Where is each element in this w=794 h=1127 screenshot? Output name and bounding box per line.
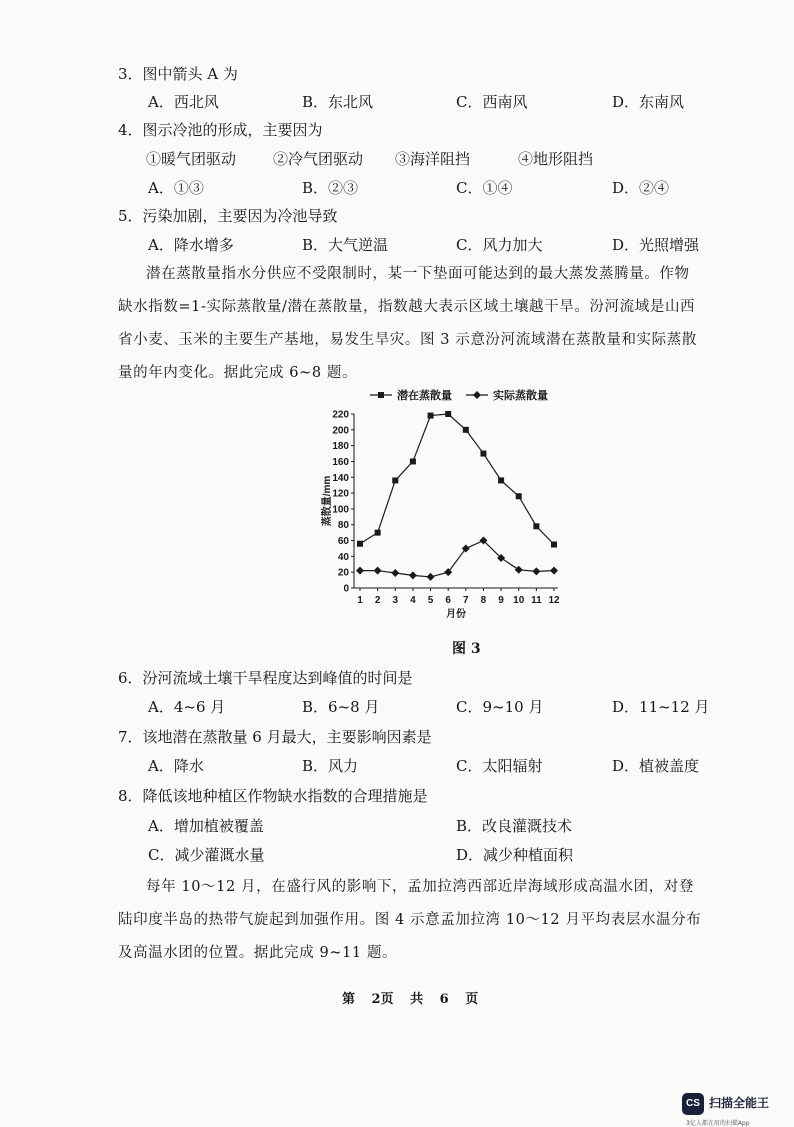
series-2-point xyxy=(409,571,417,579)
series-1-point xyxy=(375,530,381,536)
series-1-point xyxy=(533,523,539,529)
series-1-point xyxy=(463,427,469,433)
series-2-point xyxy=(532,567,540,575)
q4-item-2: ②冷气团驱动 xyxy=(273,150,364,168)
x-tick-label: 1 xyxy=(357,595,363,606)
q7-option-b: B．风力 xyxy=(302,757,359,775)
series-2-point xyxy=(427,573,435,581)
q5-stem: 5．污染加剧，主要因为冷池导致 xyxy=(118,207,338,225)
legend-label-2: 实际蒸散量 xyxy=(493,390,548,402)
q3-option-a: A．西北风 xyxy=(148,93,219,111)
q8-option-b: B．改良灌溉技术 xyxy=(456,817,573,835)
legend-marker-2 xyxy=(473,391,481,399)
series-1-point xyxy=(498,477,504,483)
x-tick-label: 8 xyxy=(480,595,487,606)
q8-stem: 8．降低该地种植区作物缺水指数的合理措施是 xyxy=(118,787,428,805)
y-tick-label: 20 xyxy=(337,567,349,579)
y-tick-label: 0 xyxy=(343,583,349,595)
q4-option-a: A．①③ xyxy=(148,179,204,197)
y-tick-label: 40 xyxy=(337,551,349,563)
q7-option-a: A．降水 xyxy=(148,757,204,775)
series-1-point xyxy=(428,413,434,419)
q6-option-b: B．6~8 月 xyxy=(302,698,380,716)
series-1-point xyxy=(357,541,363,547)
series-1-point xyxy=(445,411,451,417)
legend-label-1: 潜在蒸散量 xyxy=(397,390,452,402)
y-tick-label: 100 xyxy=(332,504,349,516)
q8-option-a: A．增加植被覆盖 xyxy=(148,817,264,835)
y-tick-label: 140 xyxy=(332,472,349,484)
figure-3-chart xyxy=(318,383,568,620)
passage-9-11: 每年 10～12 月，在盛行风的影响下，孟加拉湾西部近岸海域形成高温水团，对登陆印度半岛的热带气旋起到加强作用。图 4 示意孟加拉湾 10～12 月平均表层水温分布及高温水团的位置。据此完成 9~11 题。 xyxy=(118,879,702,961)
y-tick-label: 160 xyxy=(332,456,349,468)
q7-option-c: C．太阳辐射 xyxy=(456,757,543,775)
q5-option-c: C．风力加大 xyxy=(456,236,543,254)
series-2-point xyxy=(515,566,523,574)
y-axis-label: 蒸散量/mm xyxy=(322,475,333,527)
y-tick-label: 180 xyxy=(332,441,349,453)
q3-option-b: B．东北风 xyxy=(302,93,374,111)
x-tick-label: 6 xyxy=(445,595,451,606)
q7-option-d: D．植被盖度 xyxy=(612,757,700,775)
q5-option-d: D．光照增强 xyxy=(612,236,700,254)
x-tick-label: 5 xyxy=(427,595,434,606)
q4-item-4: ④地形阻挡 xyxy=(518,150,594,168)
q6-option-c: C．9~10 月 xyxy=(456,698,544,716)
q6-option-a: A．4~6 月 xyxy=(148,698,226,716)
series-line-1 xyxy=(360,414,554,545)
x-tick-label: 7 xyxy=(463,595,469,606)
series-1-point xyxy=(551,542,557,548)
x-tick-label: 4 xyxy=(410,595,416,606)
x-axis-label: 月份 xyxy=(446,609,466,620)
q8-option-d: D．减少种植面积 xyxy=(456,846,574,864)
q6-stem: 6．汾河流域土壤干旱程度达到峰值的时间是 xyxy=(118,669,413,687)
y-tick-label: 200 xyxy=(332,425,349,437)
q4-option-d: D．②④ xyxy=(612,179,670,197)
x-tick-label: 3 xyxy=(392,595,399,606)
q3-option-c: C．西南风 xyxy=(456,93,528,111)
q4-item-3: ③海洋阻挡 xyxy=(395,150,471,168)
q8-option-c: C．减少灌溉水量 xyxy=(148,846,265,864)
x-tick-label: 12 xyxy=(548,595,560,606)
series-line-2 xyxy=(360,541,554,577)
x-tick-label: 9 xyxy=(498,595,504,606)
series-2-point xyxy=(550,567,558,575)
q5-option-b: B．大气逆温 xyxy=(302,236,389,254)
series-1-point xyxy=(392,477,398,483)
y-tick-label: 220 xyxy=(332,409,349,421)
series-1-point xyxy=(516,493,522,499)
q4-option-b: B．②③ xyxy=(302,179,359,197)
series-2-point xyxy=(391,569,399,577)
watermark-subtitle: 3亿人都在用的扫描App xyxy=(686,1120,750,1127)
figure-caption: 图 3 xyxy=(452,641,481,657)
watermark-title: 扫描全能王 xyxy=(709,1096,770,1110)
x-tick-label: 2 xyxy=(374,595,381,606)
y-tick-label: 80 xyxy=(337,520,349,532)
x-tick-label: 10 xyxy=(513,595,525,606)
q6-option-d: D．11~12 月 xyxy=(612,698,710,716)
legend-marker-1 xyxy=(378,392,384,398)
y-tick-label: 60 xyxy=(337,536,349,548)
evapotranspiration-line-chart xyxy=(318,383,568,620)
x-tick-label: 11 xyxy=(531,595,542,606)
scanner-watermark xyxy=(682,1093,790,1127)
series-2-point xyxy=(374,567,382,575)
camscanner-logo-icon: CS xyxy=(682,1093,704,1115)
passage-6-8: 潜在蒸散量指水分供应不受限制时，某一下垫面可能达到的最大蒸发蒸腾量。作物缺水指数=1-实际蒸散量/潜在蒸散量，指数越大表示区域土壤越干旱。汾河流域是山西省小麦、玉米的主要生产基地，易发生旱灾。图 3 示意汾河流域潜在蒸散量和实际蒸散量的年内变化。据此完成 6~8 题。 xyxy=(118,266,697,381)
q5-option-a: A．降水增多 xyxy=(148,236,234,254)
page-footer: 第 2页 共 6 页 xyxy=(342,992,479,1007)
q4-option-c: C．①④ xyxy=(456,179,513,197)
q7-stem: 7．该地潜在蒸散量 6 月最大，主要影响因素是 xyxy=(118,728,432,746)
series-1-point xyxy=(410,458,416,464)
q3-stem: 3．图中箭头 A 为 xyxy=(118,65,238,83)
q4-item-1: ①暖气团驱动 xyxy=(146,150,237,168)
q4-stem: 4．图示冷池的形成，主要因为 xyxy=(118,121,323,139)
series-2-point xyxy=(356,567,364,575)
series-1-point xyxy=(480,451,486,457)
q3-option-d: D．东南风 xyxy=(612,93,685,111)
y-tick-label: 120 xyxy=(332,488,349,500)
